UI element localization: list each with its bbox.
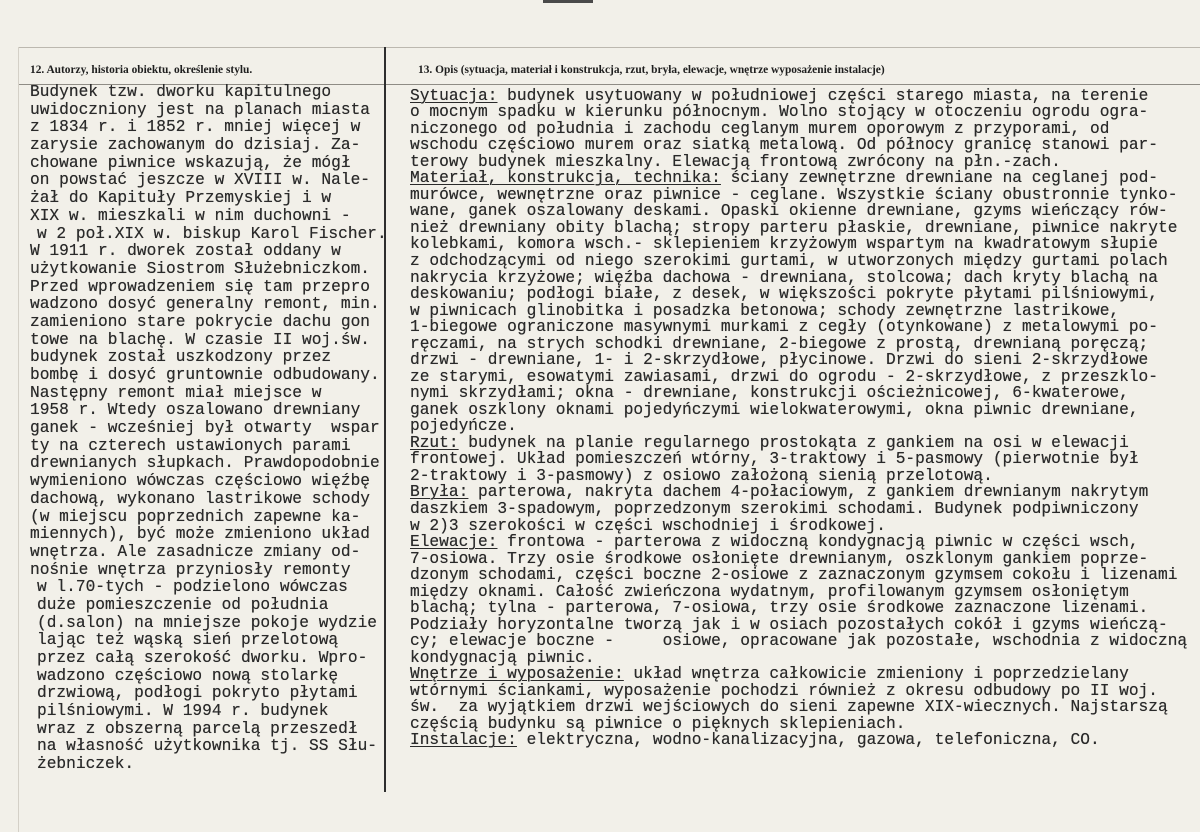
history-line: budynek został uszkodzony przez xyxy=(30,348,332,367)
heading-rzut: Rzut: xyxy=(410,433,459,452)
history-line: lając też wąską sień przelotową xyxy=(37,631,339,650)
description-line xyxy=(410,666,1190,683)
description-line: z odchodzącymi od niego szerokimi gurtami, w utworzonych między gurtami polach xyxy=(410,252,1168,270)
description-line: blachą; tylna - parterowa, 7-osiowa, trzy osie środkowe zaznaczone lizenami. xyxy=(410,599,1149,618)
history-line: zamieniono stare pokrycie dachu gon xyxy=(30,312,370,331)
description-line-text: elektryczna, wodno-kanalizacyjna, gazowa, telefoniczna, CO. xyxy=(516,731,1100,750)
history-line: wnętrza. Ale zasadnicze zmiany od- xyxy=(30,542,361,561)
history-line: nośnie wnętrza przyniosły remonty xyxy=(30,560,351,579)
history-line: użytkowanie Siostrom Służebniczkom. xyxy=(30,259,370,278)
cropped-text-fragment xyxy=(543,0,593,3)
history-line: duże pomieszczenie od południa xyxy=(37,595,329,614)
description-line: św. za wyjątkiem drzwi wejściowych do sieni zapewne XIX-wiecznych. Najstarszą xyxy=(410,698,1168,717)
description-line: wtórnymi ściankami, wyposażenie pochodzi również z okresu odbudowy po II woj. xyxy=(410,681,1158,700)
description-line: cy; elewacje boczne - osiowe, opracowane jak pozostałe, wschodnia z widoczną xyxy=(410,632,1188,651)
description-line xyxy=(410,534,1190,551)
column-divider xyxy=(384,47,386,792)
description-line: frontowej. Układ pomieszczeń wtórny, 3-traktowy i 5-pasmowy (pierwotnie był xyxy=(410,450,1139,469)
description-line xyxy=(410,435,1190,452)
history-line: chowane piwnice wskazują, że mógł xyxy=(30,153,351,172)
history-line: miennych), być może zmieniono układ xyxy=(30,525,370,544)
history-line: Następny remont miał miejsce w xyxy=(30,383,322,402)
description-line: murówce, wewnętrzne oraz piwnice - ceglane. Wszystkie ściany obustronnie tynko- xyxy=(410,185,1178,204)
description-line: 2-traktowy i 3-pasmowy) z osiowo założoną sienią przelotową. xyxy=(410,466,993,485)
description-line-text: budynek usytuowany w południowej części starego miasta, na terenie xyxy=(497,86,1149,105)
heading-instalacje: Instalacje: xyxy=(410,731,517,750)
description-line: nymi skrzydłami; okna - drewniane, konstrukcji ościeżnicowej, 6-kwaterowe, xyxy=(410,384,1129,403)
history-line: W 1911 r. dworek został oddany w xyxy=(30,242,341,261)
section-12-heading: 12. Autorzy, historia obiektu, określenie stylu. xyxy=(30,64,253,76)
history-line: ty na czterech ustawionych parami xyxy=(30,436,351,455)
description-line: pojedyńcze. xyxy=(410,417,517,436)
history-line: XIX w. mieszkali w nim duchowni - xyxy=(30,206,351,225)
description-line: w 2)3 szerokości w części wschodniej i środkowej. xyxy=(410,516,886,535)
description-line: kondygnacją piwnic. xyxy=(410,648,595,667)
description-line: ręczami, na strych schodki drewniane, 2-biegowe z prostą, drewnianą poręczą; xyxy=(410,334,1149,353)
history-line: w 2 poł.XIX w. biskup Karol Fischer. xyxy=(37,224,387,243)
description-line: 1-biegowe ograniczone masywnymi murkami z cegły (otynkowane) z metalowymi po- xyxy=(410,318,1158,337)
description-line: drzwi - drewniane, 1- i 2-skrzydłowe, płycinowe. Drzwi do sieni 2-skrzydłowe xyxy=(410,351,1149,370)
history-line: Przed wprowadzeniem się tam przepro xyxy=(30,277,370,296)
heading-material-konstrukcja-technika: Materiał, konstrukcja, technika: xyxy=(410,169,721,188)
history-line: na własność użytkownika tj. SS Słu- xyxy=(37,737,377,756)
description-line: nież drewniany obity blachą; stropy parteru płaskie, drewniane, piwnice nakryte xyxy=(410,218,1178,237)
history-line: wadzono częściowo nową stolarkę xyxy=(37,666,339,685)
description-line xyxy=(410,88,1190,105)
history-line: Budynek tzw. dworku kapitulnego xyxy=(30,83,332,101)
description-line: deskowaniu; podłogi białe, z desek, w większości pokryte płytami pilśniowymi, xyxy=(410,285,1158,304)
history-section xyxy=(30,83,387,774)
description-line: ze starymi, esowatymi zawiasami, drzwi do ogrodu - 2-skrzydłowe, z przeszklo- xyxy=(410,367,1158,386)
description-line: nakrycia krzyżowe; więźba dachowa - drewniana, stolcowa; dach kryty blachą na xyxy=(410,268,1158,287)
description-line: częścią budynku są piwnice o pięknych sklepieniach. xyxy=(410,714,906,733)
history-line: 1958 r. Wtedy oszalowano drewniany xyxy=(30,401,361,420)
description-line-text: budynek na planie regularnego prostokąta z gankiem na osi w elewacji xyxy=(458,433,1129,452)
description-line: kolebkami, komora wsch.- sklepieniem krzyżowym wspartym na kwadratowym słupie xyxy=(410,235,1158,254)
history-line: (w miejscu poprzednich zapewne ka- xyxy=(30,507,361,526)
history-line: pilśniowymi. W 1994 r. budynek xyxy=(37,702,329,721)
description-line: daszkiem 3-spadowym, poprzedzonym szerokimi schodami. Budynek podpiwniczony xyxy=(410,499,1139,518)
history-line: drzwiową, podłogi pokryto płytami xyxy=(37,684,358,703)
description-line: między oknami. Całość zwieńczona wydatnym, profilowanym gzymsem osłoniętym xyxy=(410,582,1129,601)
history-line: żał do Kapituły Przemyskiej i w xyxy=(30,189,332,208)
description-line: niczonego od południa i zachodu ceglanym murem oporowym z przyporami, od xyxy=(410,119,1110,138)
left-border xyxy=(18,47,19,832)
description-line-text: frontowa - parterowa z widoczną kondygnacją piwnic w części wsch, xyxy=(497,533,1139,552)
section-13-heading: 13. Opis (sytuacja, materiał i konstrukcja, rzut, bryła, elewacje, wnętrze wyposażenie instalacje) xyxy=(418,64,885,76)
history-line: on powstać jeszcze w XVIII w. Nale- xyxy=(30,171,370,190)
history-line: wraz z obszerną parcelą przeszedł xyxy=(37,719,358,738)
history-line: przez całą szerokość dworku. Wpro- xyxy=(37,649,368,667)
history-line: (d.salon) na mniejsze pokoje wydzie xyxy=(37,613,377,632)
history-line: drewnianych słupkach. Prawdopodobnie xyxy=(30,454,380,473)
history-line: wadzono dosyć generalny remont, min. xyxy=(30,295,380,314)
description-line xyxy=(410,170,1190,187)
description-line: Podziały horyzontalne tworzą jak i w osiach pozostałych cokół i gzyms wieńczą- xyxy=(410,615,1168,634)
history-line: wymieniono wówczas częściowo więźbę xyxy=(30,472,370,491)
description-line-text: parterowa, nakryta dachem 4-połaciowym, z gankiem drewnianym nakrytym xyxy=(468,483,1149,502)
heading-bryla: Bryła: xyxy=(410,483,469,502)
description-section xyxy=(410,88,1190,749)
description-line: wschodu częściowo murem oraz siatką metalową. Od północy granicę stanowi par- xyxy=(410,136,1158,155)
description-line-text: ściany zewnętrzne drewniane na ceglanej pod- xyxy=(720,169,1158,188)
description-line: w piwnicach glinobitka i posadzka betonowa; schody zewnętrzne lastrikowe, xyxy=(410,301,1120,320)
description-line: dzonym schodami, części boczne 2-osiowe z zaznaczonym gzymsem cokołu i lizenami xyxy=(410,566,1178,585)
description-line xyxy=(410,484,1190,501)
history-line: dachową, wykonano lastrikowe schody xyxy=(30,489,370,508)
history-line: towe na blachę. W czasie II woj.św. xyxy=(30,330,370,349)
description-line-text: układ wnętrza całkowicie zmieniony i poprzedzielany xyxy=(623,665,1129,684)
heading-sytuacja: Sytuacja: xyxy=(410,86,498,105)
description-line: terowy budynek mieszkalny. Elewacją frontową zwrócony na płn.-zach. xyxy=(410,152,1061,171)
description-line: ganek oszklony oknami pojedyńczymi wielokwaterowymi, okna piwnic drewniane, xyxy=(410,400,1139,419)
history-line: ganek - wcześniej był otwarty wspar xyxy=(30,419,380,438)
history-line: uwidoczniony jest na planach miasta xyxy=(30,100,370,119)
history-line: żebniczek. xyxy=(37,755,135,774)
history-line: bombę i dosyć gruntownie odbudowany. xyxy=(30,366,380,384)
description-line: o mocnym spadku w kierunku północnym. Wolno stojący w otoczeniu ogrodu ogra- xyxy=(410,103,1149,122)
description-line: 7-osiowa. Trzy osie środkowe osłonięte drewnianym, oszklonym gankiem poprze- xyxy=(410,549,1149,568)
description-line: wane, ganek oszalowany deskami. Opaski okienne drewniane, gzyms wieńczący rów- xyxy=(410,202,1168,221)
history-line: z 1834 r. i 1852 r. mniej więcej w xyxy=(30,118,361,137)
history-line: w l.70-tych - podzielono wówczas xyxy=(37,578,348,597)
history-line: zarysie zachowanym do dzisiaj. Za- xyxy=(30,136,361,155)
description-line xyxy=(410,732,1190,749)
heading-elewacje: Elewacje: xyxy=(410,533,498,552)
heading-wnetrze-wyposazenie: Wnętrze i wyposażenie: xyxy=(410,665,624,684)
table-rule-top xyxy=(18,47,1200,48)
